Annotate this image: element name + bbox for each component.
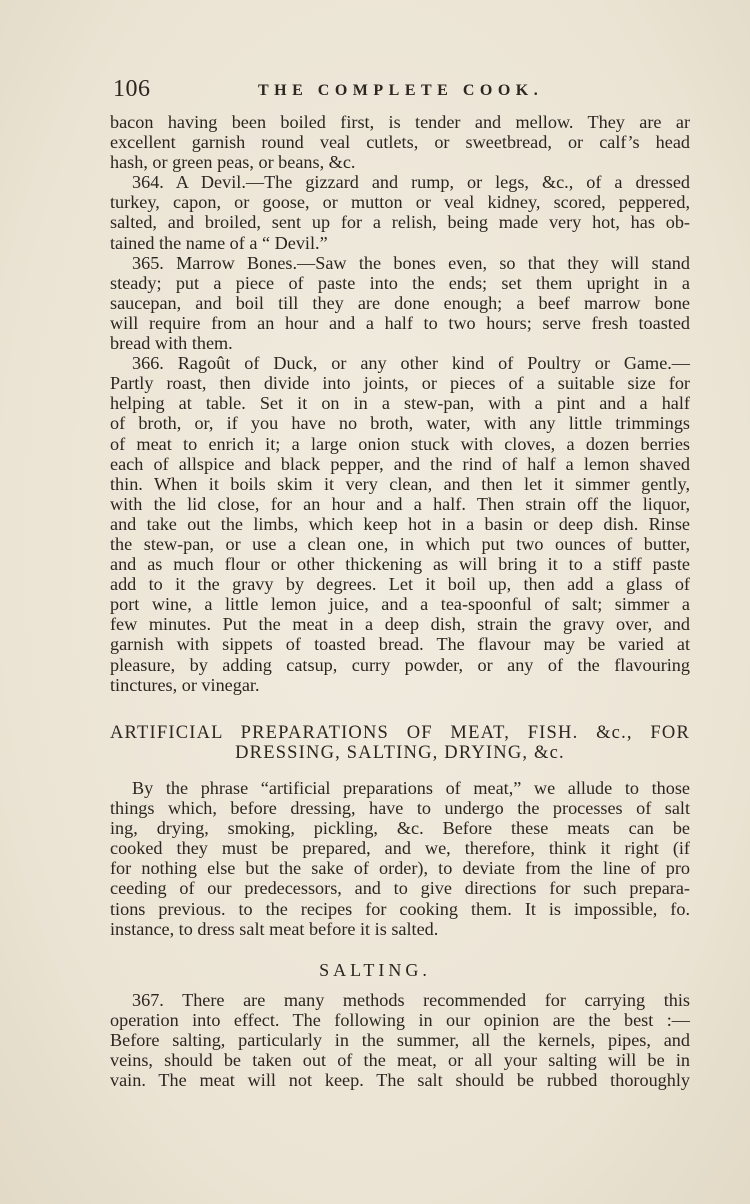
section-heading-line: ARTIFICIAL PREPARATIONS OF MEAT, FISH. &c., FOR	[110, 723, 690, 743]
text-line: few minutes. Put the meat in a deep dish, strain the gravy over, and	[110, 614, 690, 635]
text-line: and as much flour or other thickening as will bring it to a stiff paste	[110, 554, 690, 575]
section-heading-line: DRESSING, SALTING, DRYING, &c.	[235, 743, 565, 764]
text-line: add to it the gravy by degrees. Let it boil up, then add a glass of	[110, 574, 690, 595]
text-line: ing, drying, smoking, pickling, &c. Before these meats can be	[110, 818, 690, 839]
text-line: helping at table. Set it on in a stew-pan, with a pint and a half	[110, 393, 690, 414]
running-head: THE COMPLETE COOK.	[258, 82, 544, 99]
text-line: hash, or green peas, or beans, &c.	[110, 152, 356, 173]
text-line: ceeding of our predecessors, and to give directions for such prepara-	[110, 878, 690, 899]
text-line: steady; put a piece of paste into the ends; set them upright in a	[110, 272, 690, 293]
text-line: veins, should be taken out of the meat, or all your salting will be in	[110, 1050, 690, 1071]
text-line: turkey, capon, or goose, or mutton or veal kidney, scored, peppered,	[110, 192, 690, 213]
text-line: saucepan, and boil till they are done enough; a beef marrow bone	[110, 292, 690, 313]
text-line: vain. The meat will not keep. The salt should be rubbed thoroughly	[110, 1070, 690, 1091]
text-line: port wine, a little lemon juice, and a tea-spoonful of salt; simmer a	[110, 594, 690, 615]
text-line: Partly roast, then divide into joints, or pieces of a suitable size for	[110, 373, 690, 394]
text-line: thin. When it boils skim it very clean, and then let it simmer gently,	[110, 473, 690, 494]
section-heading	[110, 722, 690, 762]
salting-heading: SALTING.	[319, 960, 431, 980]
text-line: 367. There are many methods recommended for carrying this	[132, 990, 690, 1010]
text-line: bread with them.	[110, 333, 233, 354]
text-line: bacon having been boiled first, is tender and mellow. They are ar	[110, 112, 690, 132]
text-line: 364. A Devil.—The gizzard and rump, or legs, &c., of a dressed	[132, 172, 690, 193]
text-line: each of allspice and black pepper, and the rind of half a lemon shaved	[110, 453, 690, 474]
text-line: salted, and broiled, sent up for a relish, being made very hot, has ob-	[110, 212, 690, 233]
page-number: 106	[113, 76, 151, 102]
text-line: Before salting, particularly in the summer, all the kernels, pipes, and	[110, 1030, 690, 1051]
text-line: of broth, or, if you have no broth, water, with any little trimmings	[110, 413, 690, 434]
text-line: and take out the limbs, which keep hot in a basin or deep dish. Rinse	[110, 513, 690, 534]
text-line: the stew-pan, or use a clean one, in which put two ounces of butter,	[110, 533, 690, 554]
page-header	[113, 76, 693, 106]
text-line: tions previous. to the recipes for cooking them. It is impossible, fo.	[110, 898, 690, 919]
text-line: excellent garnish round veal cutlets, or sweetbread, or calf’s head	[110, 132, 690, 153]
text-line: will require from an hour and a half to two hours; serve fresh toasted	[110, 312, 690, 333]
text-line: for nothing else but the sake of order), to deviate from the line of pro	[110, 858, 690, 879]
text-line: instance, to dress salt meat before it is salted.	[110, 918, 439, 939]
text-line: things which, before dressing, have to undergo the processes of salt	[110, 798, 690, 819]
text-line: 366. Ragoût of Duck, or any other kind of Poultry or Game.—	[132, 353, 690, 374]
text-line: with the lid close, for an hour and a half. Then strain off the liquor,	[110, 493, 690, 514]
text-line: operation into effect. The following in our opinion are the best :—	[110, 1010, 690, 1031]
recipe-text	[110, 112, 690, 695]
text-line: pleasure, by adding catsup, curry powder, or any of the flavouring	[110, 654, 690, 675]
text-line: 365. Marrow Bones.—Saw the bones even, so that they will stand	[132, 252, 690, 273]
text-line: By the phrase “artificial preparations of meat,” we allude to those	[132, 778, 690, 798]
text-line: tained the name of a “ Devil.”	[110, 232, 328, 253]
section-intro	[110, 778, 690, 939]
text-line: of meat to enrich it; a large onion stuck with cloves, a dozen berries	[110, 433, 690, 454]
text-line: tinctures, or vinegar.	[110, 674, 260, 695]
salting-text	[110, 990, 690, 1090]
text-line: garnish with sippets of toasted bread. The flavour may be varied at	[110, 634, 690, 655]
text-line: cooked they must be prepared, and we, therefore, think it right (if	[110, 838, 690, 859]
